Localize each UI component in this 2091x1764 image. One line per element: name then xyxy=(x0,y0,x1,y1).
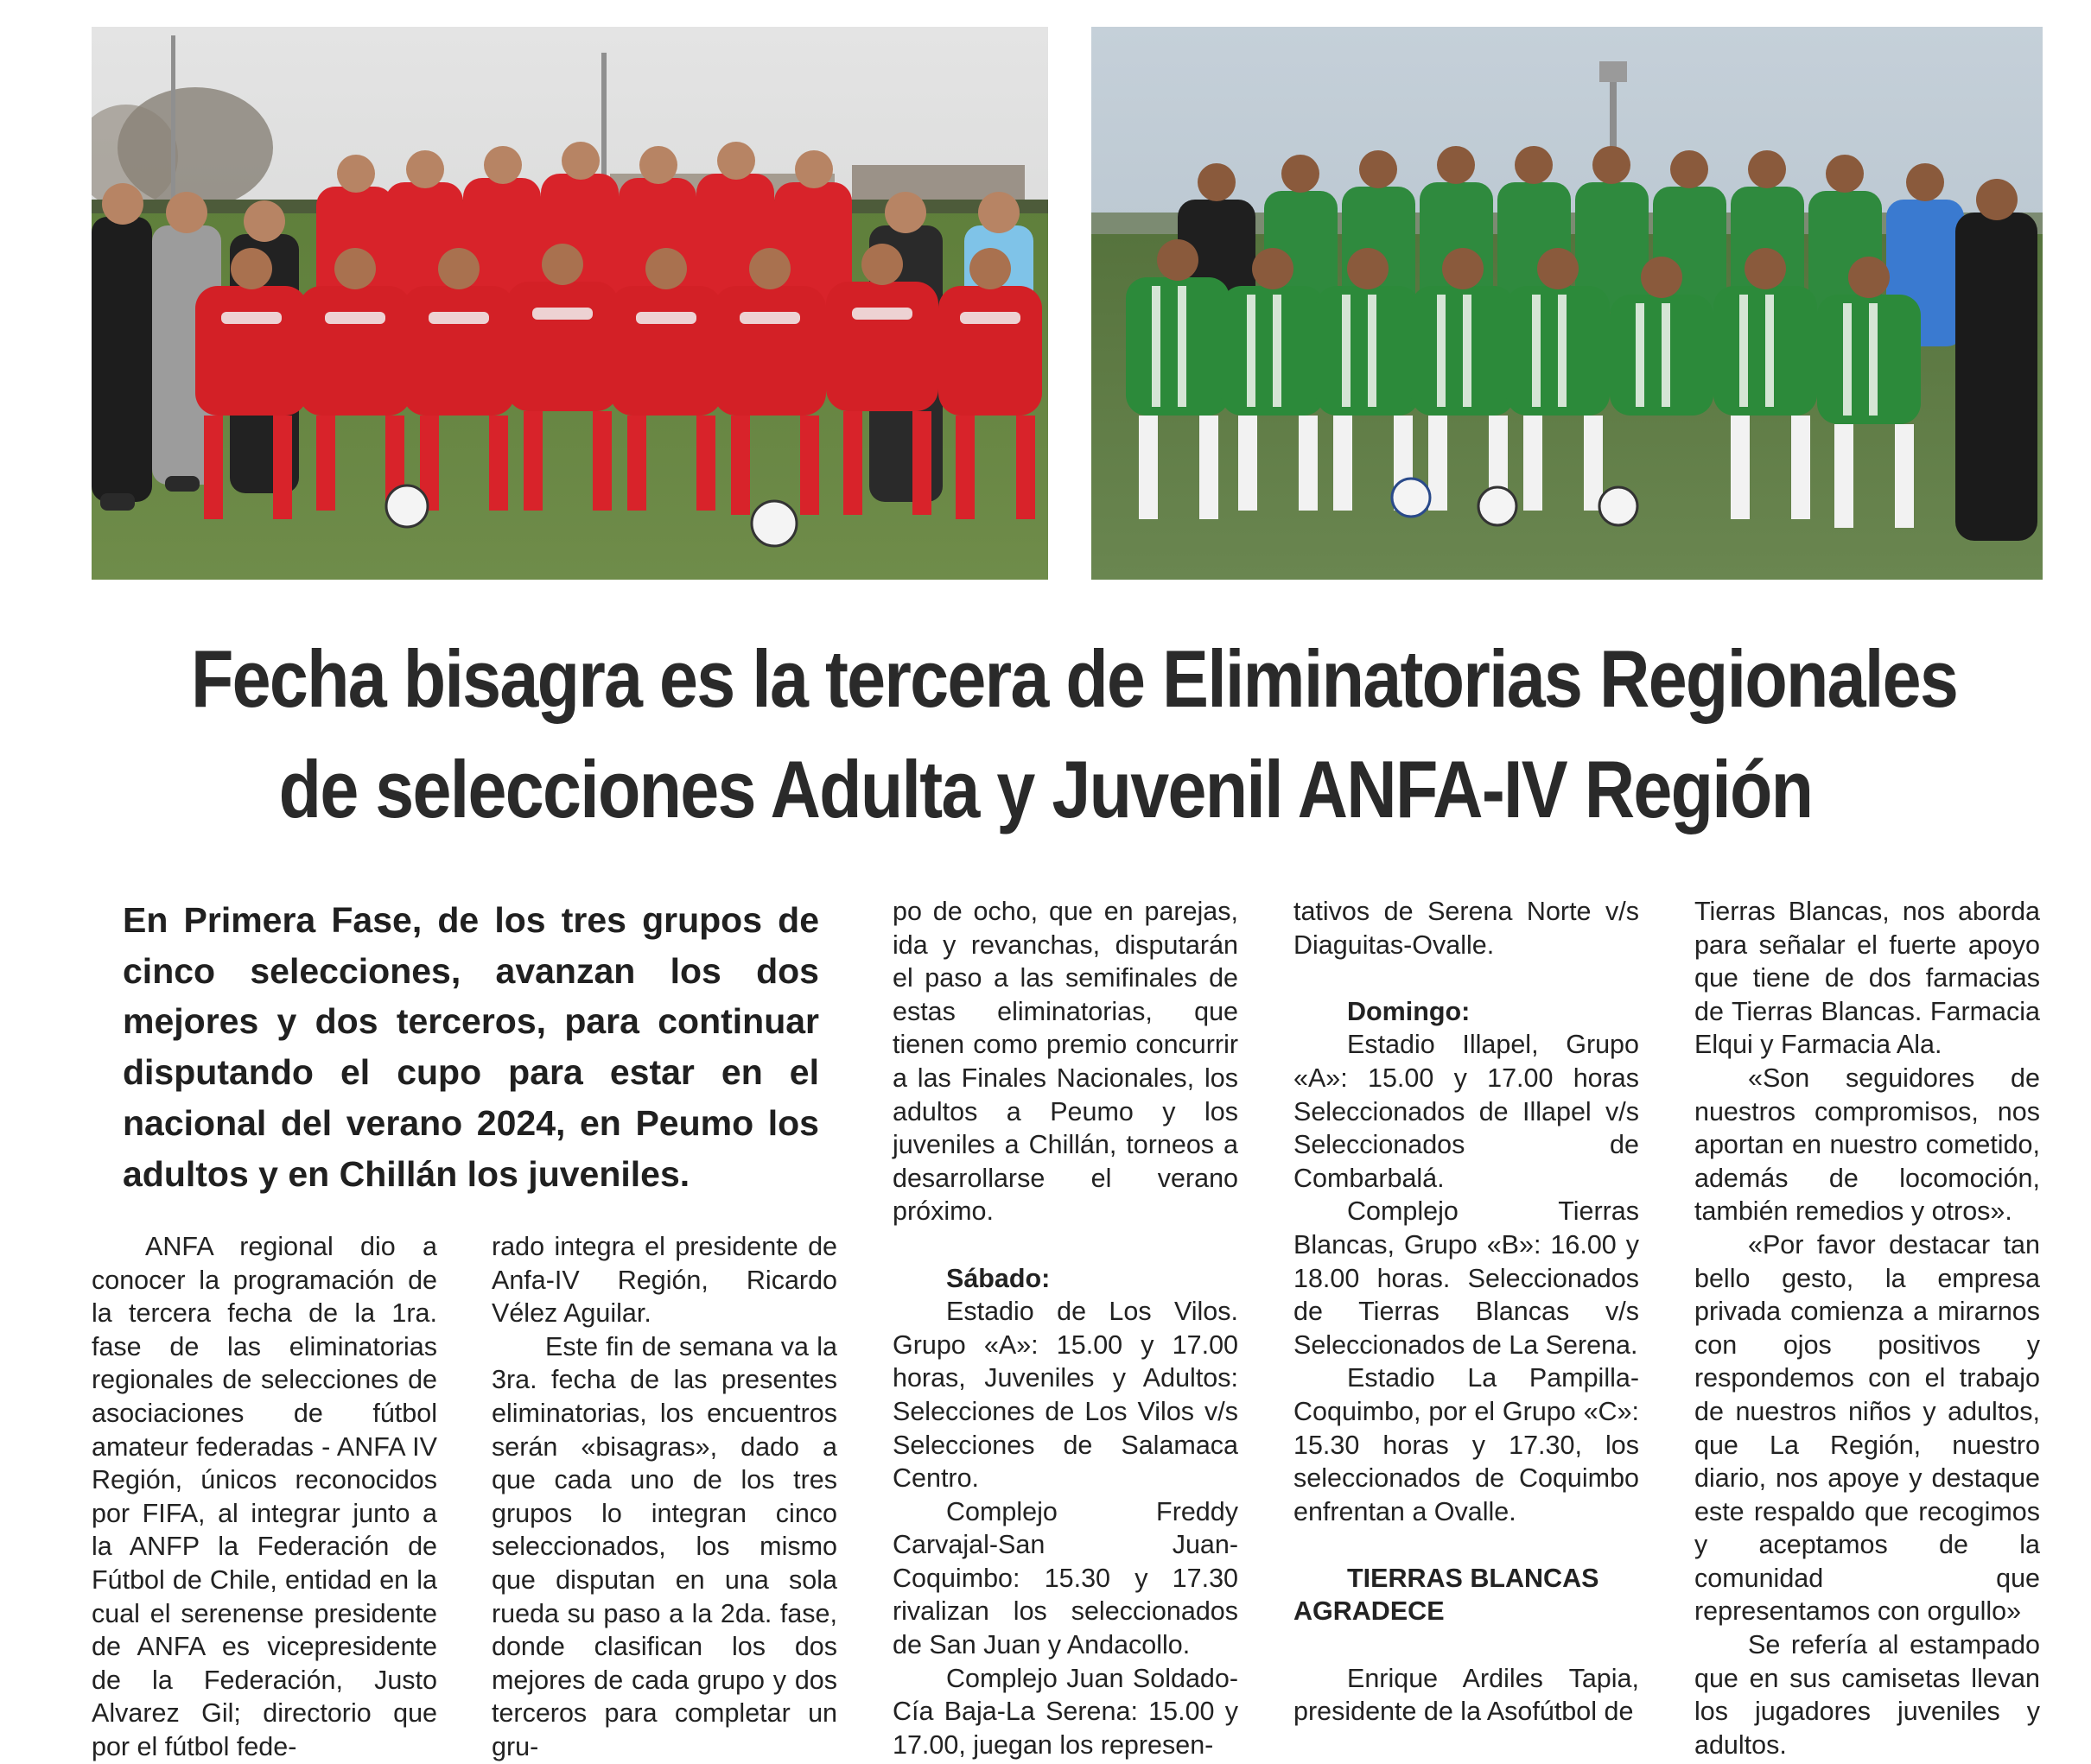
col5-paragraph-1: Tierras Blancas, nos aborda para señalar el fuerte apoyo que tiene de dos farmacias de Tierras Blancas. Farmacia Elqui y Farmacia Ala. xyxy=(1694,897,2040,1060)
team-photo-green-image xyxy=(1091,27,2043,580)
article-column-5 xyxy=(1694,895,2040,1761)
col4-paragraph-5: Enrique Ardiles Tapia, presidente de la Asofútbol de xyxy=(1293,1663,1639,1727)
col4-paragraph-2: Estadio Illapel, Grupo «A»: 15.00 y 17.00 horas Seleccionados de Illapel v/s Seleccionados de Combarbalá. xyxy=(1293,1030,1639,1193)
col3-paragraph-4: Complejo Juan Soldado-Cía Baja-La Serena: 15.00 y 17.00, juegan los represen- xyxy=(893,1663,1238,1760)
domingo-heading: Domingo: xyxy=(1347,996,1471,1026)
col1-paragraph-1: ANFA regional dio a conocer la programación de la tercera fecha de la 1ra. fase de las eliminatorias regionales de selecciones de asociaciones de fútbol amateur federadas - ANFA IV Región, únicos reconocidos por FIFA, al integrar junto a la ANFP la Federación de Fútbol de Chile, entidad en la cual el serenense presidente de ANFA es vicepresidente de la Federación, Justo Alvarez Gil; directorio que por el fútbol fede- xyxy=(92,1232,437,1761)
headline-line-2: de selecciones Adulta y Juvenil ANFA-IV Región xyxy=(278,744,1813,834)
team-photo-red xyxy=(92,27,1048,580)
col5-paragraph-3: «Por favor destacar tan bello gesto, la empresa privada comienza a mirarnos con ojos positivos y respondemos con el trabajo de nuestros niños y adultos, que La Región, nuestro diario, nos apoye y destaque este respaldo que recogimos y aceptamos de la comunidad que representamos con orgullo» xyxy=(1694,1229,2040,1627)
col4-paragraph-1: tativos de Serena Norte v/s Diaguitas-Ovalle. xyxy=(1293,897,1639,960)
lead-paragraph: En Primera Fase, de los tres grupos de cinco selecciones, avanzan los dos mejores y dos terceros, para continuar disputando el cupo para estar en el nacional del verano 2024, en Peumo los adultos y en Chillán los juveniles. xyxy=(123,900,819,1194)
col2-paragraph-1: rado integra el presidente de Anfa-IV Región, Ricardo Vélez Aguilar. xyxy=(492,1232,837,1329)
col5-paragraph-2: «Son seguidores de nuestros compromisos, nos aportan en nuestro cometido, además de locomoción, también remedios y otros». xyxy=(1694,1063,2040,1227)
col5-paragraph-4: Se refería al estampado que en sus camisetas llevan los jugadores juveniles y adultos. xyxy=(1694,1630,2040,1760)
col2-paragraph-2: Este fin de semana va la 3ra. fecha de las presentes eliminatorias, los encuentros serán «bisagras», dado a que cada uno de los tres grupos lo integran cinco seleccionados, los mismo que disputan en una sola rueda su paso a la 2da. fase, donde clasifican los dos mejores de cada grupo y dos terceros para completar un gru- xyxy=(492,1331,837,1761)
article-column-1 xyxy=(92,1230,437,1764)
article-column-3 xyxy=(893,895,1238,1761)
headline-line-1: Fecha bisagra es la tercera de Eliminatorias Regionales xyxy=(191,633,1958,724)
col4-paragraph-3: Complejo Tierras Blancas, Grupo «B»: 16.00 y 18.00 horas. Seleccionados de Tierras Blancas v/s Seleccionados de La Serena. xyxy=(1293,1196,1639,1360)
tierras-blancas-subhead: TIERRAS BLANCAS AGRADECE xyxy=(1293,1563,1599,1627)
col3-paragraph-1: po de ocho, que en parejas, ida y revanchas, disputarán el paso a las semifinales de estas eliminatorias, que tienen como premio concurrir a las Finales Nacionales, los adultos a Peumo y los juveniles a Chillán, torneos a desarrollarse el verano próximo. xyxy=(893,897,1238,1227)
col3-paragraph-3: Complejo Freddy Carvajal-San Juan-Coquimbo: 15.30 y 17.30 rivalizan los seleccionados de San Juan y Andacollo. xyxy=(893,1496,1238,1660)
article-column-2 xyxy=(492,1230,837,1764)
article-column-4 xyxy=(1293,895,1639,1729)
sabado-heading: Sábado: xyxy=(946,1263,1051,1293)
team-photo-red-image xyxy=(92,27,1048,580)
col4-paragraph-4: Estadio La Pampilla-Coquimbo, por el Grupo «C»: 15.30 horas y 17.30, los seleccionados de Coquimbo enfrentan a Ovalle. xyxy=(1293,1363,1639,1526)
team-photo-green xyxy=(1091,27,2043,580)
col3-paragraph-2: Estadio de Los Vilos. Grupo «A»: 15.00 y 17.00 horas, Juveniles y Adultos: Selecciones de Los Vilos v/s Selecciones de Salamaca Centro. xyxy=(893,1297,1238,1494)
